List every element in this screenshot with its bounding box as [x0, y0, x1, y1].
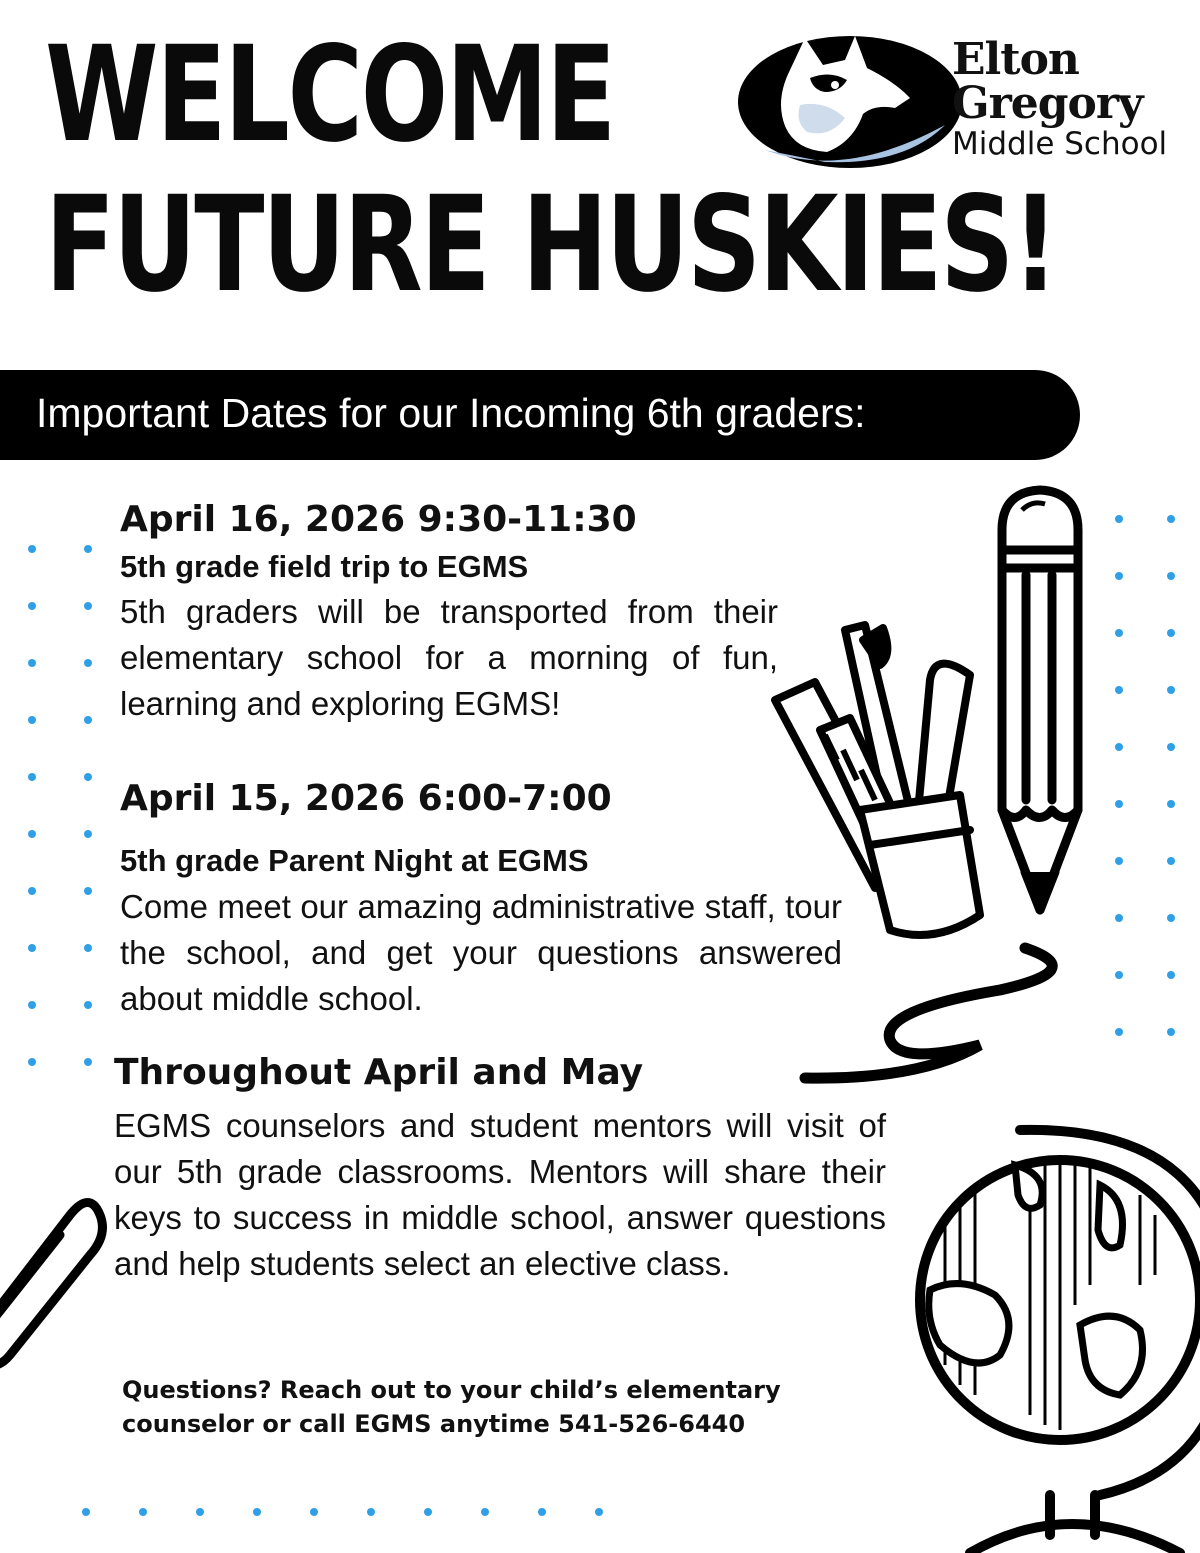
- logo-text: [952, 34, 1168, 162]
- decorative-dot: [538, 1508, 546, 1516]
- decorative-dot: [28, 659, 36, 667]
- globe-icon: [900, 1105, 1200, 1553]
- decorative-dot: [1115, 515, 1123, 523]
- decorative-dot: [310, 1508, 318, 1516]
- paperclip-icon: [0, 1195, 110, 1395]
- decorative-dot: [1115, 686, 1123, 694]
- pencil-cup-icon: [765, 620, 1005, 960]
- decorative-dot: [1115, 914, 1123, 922]
- decorative-dot: [84, 944, 92, 952]
- decorative-dot: [84, 602, 92, 610]
- event-2-body: Come meet our amazing administrative staff, tour the school, and get your questions answered about middle school.: [120, 888, 842, 1017]
- decorative-dot: [1115, 800, 1123, 808]
- event-1-title: 5th grade field trip to EGMS: [120, 549, 529, 584]
- decorative-dot: [481, 1508, 489, 1516]
- squiggle-line-icon: [800, 940, 1080, 1090]
- event-1-body: 5th graders will be transported from their elementary school for a morning of fun, learning and exploring EGMS!: [120, 593, 778, 722]
- decorative-dot: [1167, 572, 1175, 580]
- decorative-dot: [1115, 629, 1123, 637]
- decorative-dot: [1115, 971, 1123, 979]
- contact-line-1: Questions? Reach out to your child’s elementary: [122, 1376, 781, 1404]
- decorative-dot: [253, 1508, 261, 1516]
- decorative-dot: [84, 830, 92, 838]
- decorative-dot: [1167, 1028, 1175, 1036]
- decorative-dot: [1115, 1028, 1123, 1036]
- decorative-dot: [1167, 800, 1175, 808]
- logo-line-2: Gregory: [952, 78, 1143, 129]
- decorative-dot: [84, 545, 92, 553]
- decorative-dot: [28, 1001, 36, 1009]
- decorative-dot: [84, 1001, 92, 1009]
- decorative-dot: [1167, 971, 1175, 979]
- contact-info: [122, 1373, 781, 1441]
- decorative-dot: [196, 1508, 204, 1516]
- pencil-icon: [990, 480, 1090, 950]
- decorative-dot: [1167, 686, 1175, 694]
- decorative-dot: [28, 773, 36, 781]
- event-2-date: April 15, 2026 6:00-7:00: [120, 778, 612, 819]
- decorative-dot: [84, 659, 92, 667]
- decorative-dot: [28, 602, 36, 610]
- headline-line-2: FUTURE HUSKIES!: [45, 168, 1057, 322]
- decorative-dot: [1167, 743, 1175, 751]
- decorative-dot: [82, 1508, 90, 1516]
- contact-line-2: counselor or call EGMS anytime 541-526-6440: [122, 1410, 746, 1438]
- decorative-dot: [84, 716, 92, 724]
- decorative-dot: [1167, 629, 1175, 637]
- logo-line-3: Middle School: [952, 126, 1168, 162]
- decorative-dot: [28, 944, 36, 952]
- decorative-dot: [84, 887, 92, 895]
- decorative-dot: [1115, 743, 1123, 751]
- event-2-title: 5th grade Parent Night at EGMS: [120, 843, 589, 878]
- decorative-dot: [1167, 515, 1175, 523]
- decorative-dot: [1167, 857, 1175, 865]
- dates-banner: [0, 370, 1080, 460]
- decorative-dot: [28, 830, 36, 838]
- headline-line-1: WELCOME: [45, 18, 615, 172]
- decorative-dot: [1115, 857, 1123, 865]
- decorative-dot: [139, 1508, 147, 1516]
- event-3-date: Throughout April and May: [114, 1052, 644, 1093]
- decorative-dot: [28, 545, 36, 553]
- decorative-dot: [424, 1508, 432, 1516]
- event-3-body: EGMS counselors and student mentors will visit of our 5th grade classrooms. Mentors will share their keys to success in middle school, answer questions and help students select an elective class.: [114, 1107, 886, 1282]
- logo-line-1: Elton: [952, 34, 1079, 85]
- decorative-dot: [595, 1508, 603, 1516]
- decorative-dot: [1167, 914, 1175, 922]
- decorative-dot: [28, 1058, 36, 1066]
- decorative-dot: [28, 887, 36, 895]
- banner-text: Important Dates for our Incoming 6th graders:: [36, 390, 866, 436]
- decorative-dot: [1115, 572, 1123, 580]
- decorative-dot: [84, 1058, 92, 1066]
- decorative-dot: [84, 773, 92, 781]
- decorative-dot: [367, 1508, 375, 1516]
- decorative-dot: [28, 716, 36, 724]
- event-1-date: April 16, 2026 9:30-11:30: [120, 499, 637, 540]
